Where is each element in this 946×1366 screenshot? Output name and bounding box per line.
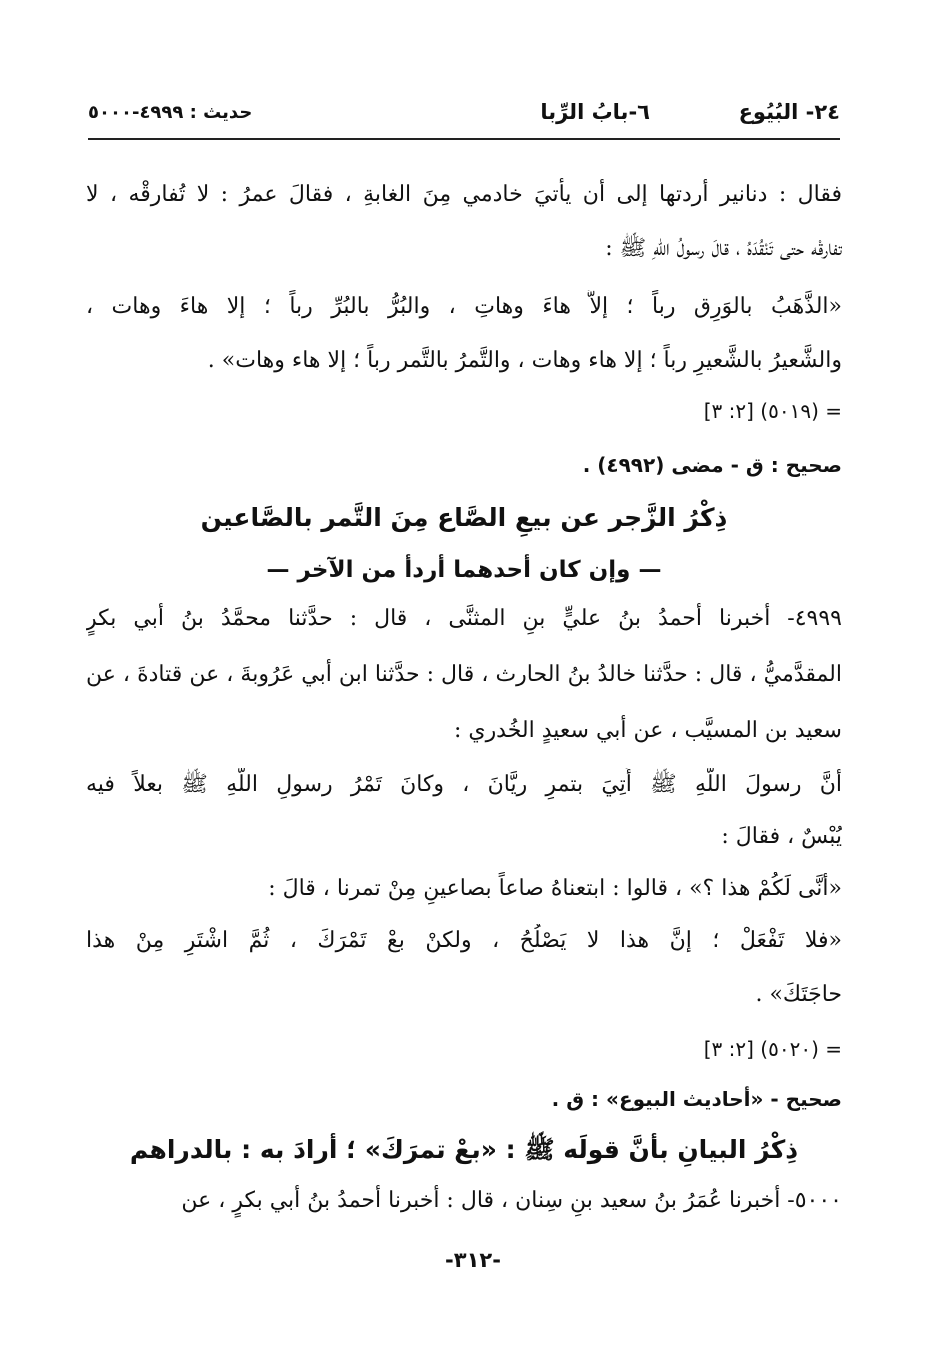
- grading-line: صحيح : ق - مضى (٤٩٩٢) .: [582, 453, 842, 477]
- text-line: فقال : دنانير أردتها إلى أن يأتيَ خادمي مِنَ الغابةِ ، فقالَ عمرُ : لا تُفارقْه ، لا: [86, 182, 842, 207]
- header-book-title: ٢٤- البُيُوع: [738, 100, 840, 124]
- section-subheading: — وإن كان أحدهما أردأ من الآخر —: [266, 557, 662, 583]
- text-line: ٤٩٩٩- أخبرنا أحمدُ بنُ عليٍّ بنِ المثنَّى ، قال : حدَّثنا محمَّدُ بنُ أبي بكرٍ: [86, 606, 842, 631]
- section-heading: ذِكْرُ الزَّجر عن بيعِ الصَّاع مِنَ التَّمر بالصَّاعين: [200, 503, 728, 532]
- page-number: -٣١٢-: [445, 1248, 501, 1272]
- text-line: حاجَتَكَ» .: [755, 982, 842, 1007]
- header-hadith-range: حديث : ٤٩٩٩-٥٠٠٠: [88, 102, 253, 123]
- header-divider: [88, 138, 840, 140]
- text-line: أنَّ رسولَ اللّهِ ﷺ أُتِيَ بتمرِ ريَّانَ ، وكانَ تَمْرُ رسولِ اللّهِ ﷺ بعلاً فيه: [86, 772, 842, 797]
- text-line: «أنَّى لَكُمْ هذا ؟» ، قالوا : ابتعناهُ صاعاً بصاعينِ مِنْ تمرنا ، قالَ :: [268, 876, 842, 901]
- text-line: والشَّعيرُ بالشَّعيرِ رباً ؛ إلا هاء وهات ، والتَّمرُ بالتَّمر رباً ؛ إلا هاء وهات» .: [207, 348, 842, 373]
- text-line: يُبْسٌ ، فقالَ :: [721, 824, 842, 849]
- reference-line: = (٥٠٢٠) [٢: ٣]: [703, 1037, 842, 1061]
- text-line: المقدَّميُّ ، قال : حدَّثنا خالدُ بنُ الحارث ، قال : حدَّثنا ابن أبي عَرُوبةَ ، عن قتادةَ ، عن: [86, 662, 842, 687]
- text-line: «فلا تَفْعَلْ ؛ إنَّ هذا لا يَصْلُحُ ، ولكنْ بعْ تَمْرَكَ ، ثُمَّ اشْتَرِ مِنْ هذا: [86, 928, 842, 953]
- text-line: سعيد بن المسيَّب ، عن أبي سعيدٍ الخُدري :: [453, 718, 842, 743]
- grading-line: صحيح - «أحاديث البيوع» : ق .: [551, 1087, 842, 1111]
- header-chapter-title: ٦-بابُ الرِّبا: [540, 100, 650, 124]
- text-line: «الذَّهَبُ بالوَرِق رباً ؛ إلاَّ هاءَ وهاتِ ، والبُرُّ بالبُرِّ رباً ؛ إلا هاءَ وهات ،: [86, 294, 842, 319]
- section-heading: ذِكْرُ البيانِ بأنَّ قولَه ﷺ : «بعْ تمرَكَ» ؛ أرادَ به : بالدراهم: [129, 1135, 799, 1164]
- text-line: ٥٠٠٠- أخبرنا عُمَرُ بنُ سعيد بنِ سِنان ، قال : أخبرنا أحمدُ بنُ أبي بكرٍ ، عن: [181, 1188, 842, 1213]
- running-header: [88, 96, 840, 136]
- text-line: تفارقْه حتى تَنْقُدَهُ ، قالَ رسولُ اللّهِ ﷺ :: [605, 236, 842, 261]
- reference-line: = (٥٠١٩) [٢: ٣]: [703, 399, 842, 423]
